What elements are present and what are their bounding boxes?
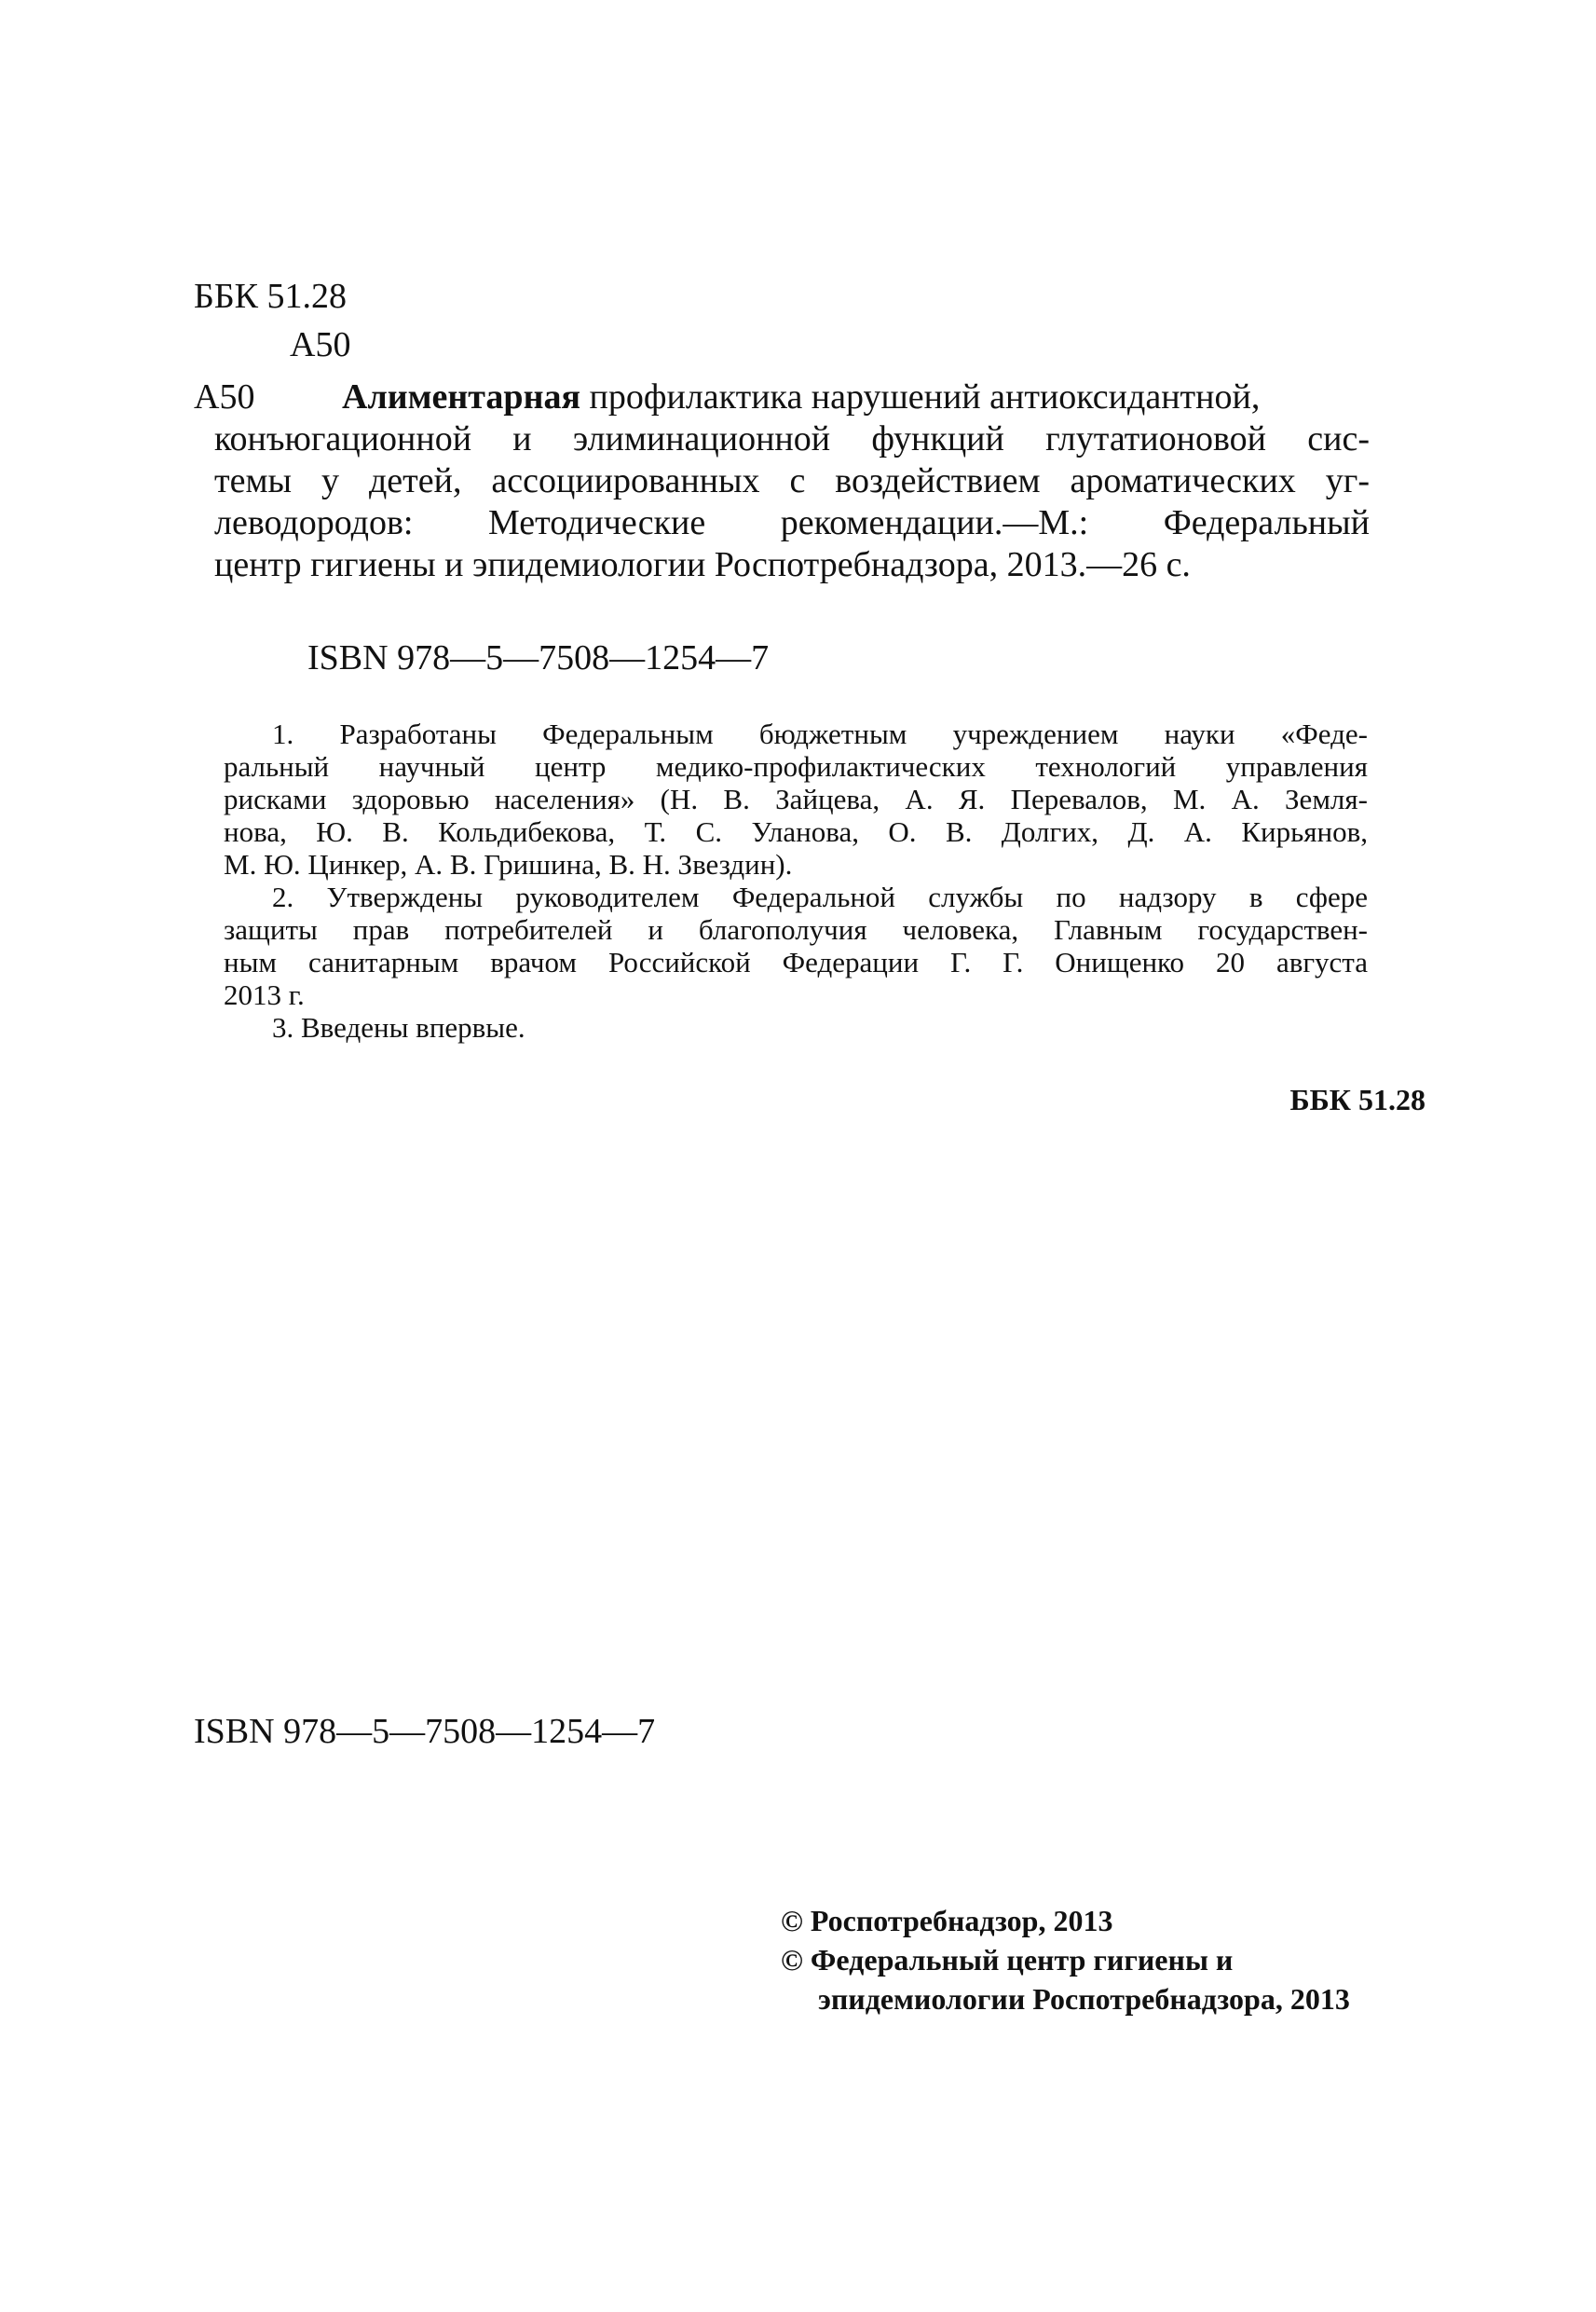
isbn-entry: ISBN 978—5—7508—1254—7: [307, 638, 770, 677]
isbn-bottom: ISBN 978—5—7508—1254—7: [194, 1712, 656, 1751]
copyright-line: © Федеральный центр гигиены и: [781, 1943, 1234, 1977]
bibliographic-continuation: [194, 418, 1370, 586]
note-line: 1. Разработаны Федеральным бюджетным учреждением науки «Феде-: [272, 718, 1368, 750]
note-line: ральный научный центр медико-профилактических технологий управления: [224, 750, 1368, 783]
notes-section: [224, 718, 1368, 1044]
note-line: рисками здоровью населения» (Н. В. Зайцева, А. Я. Перевалов, М. А. Земля-: [224, 783, 1368, 815]
note-1: [224, 718, 1368, 881]
author-mark: А50: [290, 325, 351, 364]
note-line: 2. Утверждены руководителем Федеральной службы по надзору в сфере: [272, 881, 1368, 913]
author-mark-code: А50: [194, 377, 255, 417]
note-line: защиты прав потребителей и благополучия человека, Главным государствен-: [224, 913, 1368, 946]
bibliographic-line: темы у детей, ассоциированных с воздействием ароматических уг-: [214, 461, 1370, 500]
classification-header: [194, 272, 350, 369]
bibliographic-line: центр гигиены и эпидемиологии Роспотребнадзора, 2013.—26 с.: [214, 545, 1191, 584]
bbk-code: ББК 51.28: [194, 277, 347, 316]
note-3: [224, 1011, 1368, 1044]
bibliographic-line: конъюгационной и элиминационной функций глутатионовой сис-: [214, 419, 1370, 458]
bibliographic-first-line: [194, 376, 1370, 418]
bibliographic-line: леводородов: Методические рекомендации.—М.: Федеральный: [214, 503, 1370, 542]
note-line: М. Ю. Цинкер, А. В. Гришина, В. Н. Звездин).: [224, 848, 793, 881]
bibliographic-entry: [194, 376, 1370, 586]
note-2: [224, 881, 1368, 1011]
note-line: 3. Введены впервые.: [272, 1011, 525, 1044]
title-first-line: профилактика нарушений антиоксидантной,: [589, 377, 1261, 417]
note-line: ным санитарным врачом Российской Федерации Г. Г. Онищенко 20 августа: [224, 946, 1368, 978]
copyright-block: [781, 1901, 1433, 2018]
bbk-code-right: ББК 51.28: [1289, 1083, 1425, 1116]
note-line: нова, Ю. В. Кольдибекова, Т. С. Уланова, О. В. Долгих, Д. А. Кирьянов,: [224, 815, 1368, 848]
title-lead-word: Алиментарная: [342, 377, 581, 417]
note-line: 2013 г.: [224, 978, 305, 1011]
copyright-line: эпидемиологии Роспотребнадзора, 2013: [818, 1982, 1350, 2016]
copyright-line: © Роспотребнадзор, 2013: [781, 1904, 1113, 1937]
